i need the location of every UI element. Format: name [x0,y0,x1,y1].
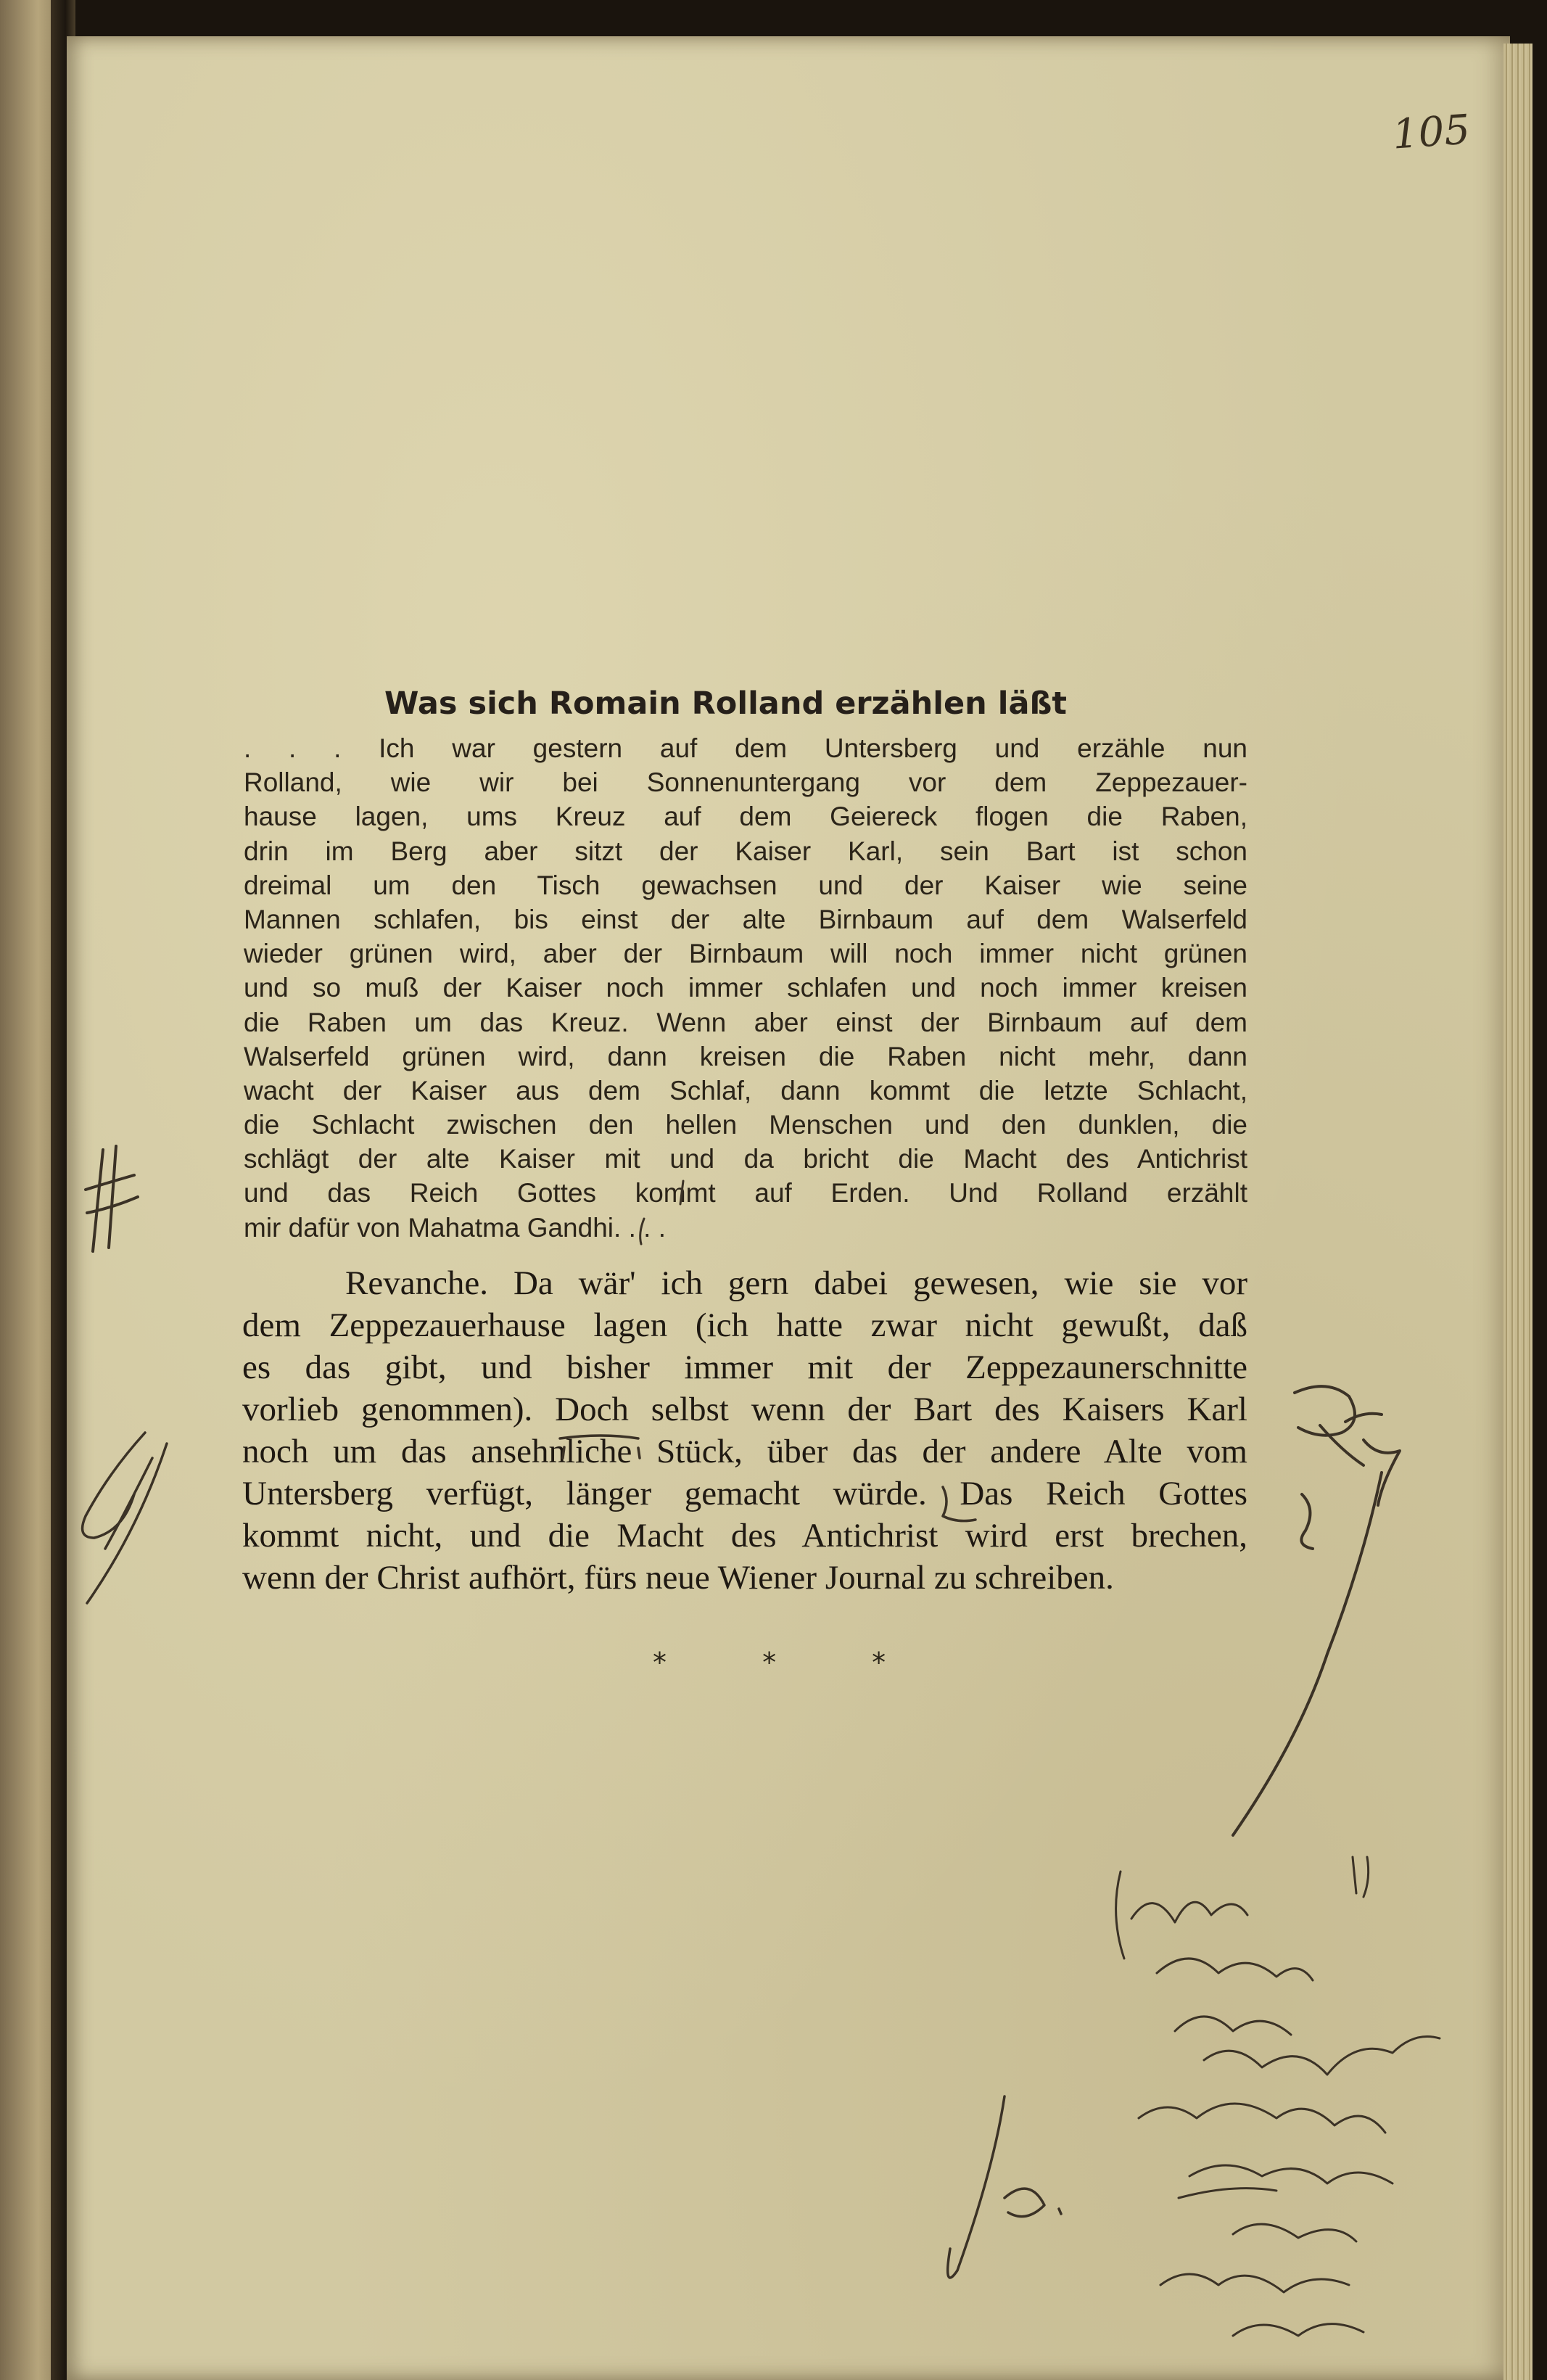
quote-line: die Raben um das Kreuz. Wenn aber einst der Birnbaum auf dem [244,1007,1247,1037]
body-line: noch um das ansehnliche Stück, über das der andere Alte vom [242,1433,1247,1470]
quote-line: Rolland, wie wir bei Sonnenuntergang vor dem Zeppezauer- [244,767,1247,798]
quote-line: Walserfeld grünen wird, dann kreisen die Raben nicht mehr, dann [244,1041,1247,1071]
quote-line: mir dafür von Mahatma Gandhi. . . . [244,1212,666,1243]
quote-line: und das Reich Gottes kommt auf Erden. Und Rolland erzählt [244,1178,1247,1208]
quote-line: schlägt der alte Kaiser mit und da bricht die Macht des Antichrist [244,1144,1247,1174]
quote-line: . . . Ich war gestern auf dem Untersberg und erzähle nun [244,733,1247,763]
section-asterism: * * * [653,1647,930,1679]
body-line: kommt nicht, und die Macht des Antichrist wird erst brechen, [242,1517,1247,1555]
quote-line: drin im Berg aber sitzt der Kaiser Karl, sein Bart ist schon [244,836,1247,866]
quote-line: hause lagen, ums Kreuz auf dem Geiereck flogen die Raben, [244,802,1247,832]
body-line: Untersberg verfügt, länger gemacht würde. Das Reich Gottes [242,1475,1247,1512]
quote-line: Mannen schlafen, bis einst der alte Birnbaum auf dem Walserfeld [244,904,1247,934]
body-line: vorlieb genommen). Doch selbst wenn der Bart des Kaisers Karl [242,1391,1247,1428]
quote-line: dreimal um den Tisch gewachsen und der Kaiser wie seine [244,870,1247,900]
quote-line: und so muß der Kaiser noch immer schlafen und noch immer kreisen [244,973,1247,1003]
body-line: wenn der Christ aufhört, fürs neue Wiener Journal zu schreiben. [242,1559,1114,1597]
page-stack-edge [1503,44,1532,2380]
page-number: 105 [1390,106,1472,159]
quoted-passage [244,731,1247,1245]
article-title: Was sich Romain Rolland erzählen läßt [384,685,1067,722]
body-line: es das gibt, und bisher immer mit der Zeppezaunerschnitte [242,1348,1247,1386]
quote-line: die Schlacht zwischen den hellen Menschen und den dunklen, die [244,1110,1247,1140]
quote-line: wieder grünen wird, aber der Birnbaum will noch immer nicht grünen [244,939,1247,969]
quote-line: wacht der Kaiser aus dem Schlaf, dann kommt die letzte Schlacht, [244,1075,1247,1105]
body-line: Revanche. Da wär' ich gern dabei gewesen, wie sie vor [345,1264,1247,1302]
body-line: dem Zeppezauerhause lagen (ich hatte zwar nicht gewußt, daß [242,1306,1247,1344]
commentary-paragraph [242,1262,1247,1599]
